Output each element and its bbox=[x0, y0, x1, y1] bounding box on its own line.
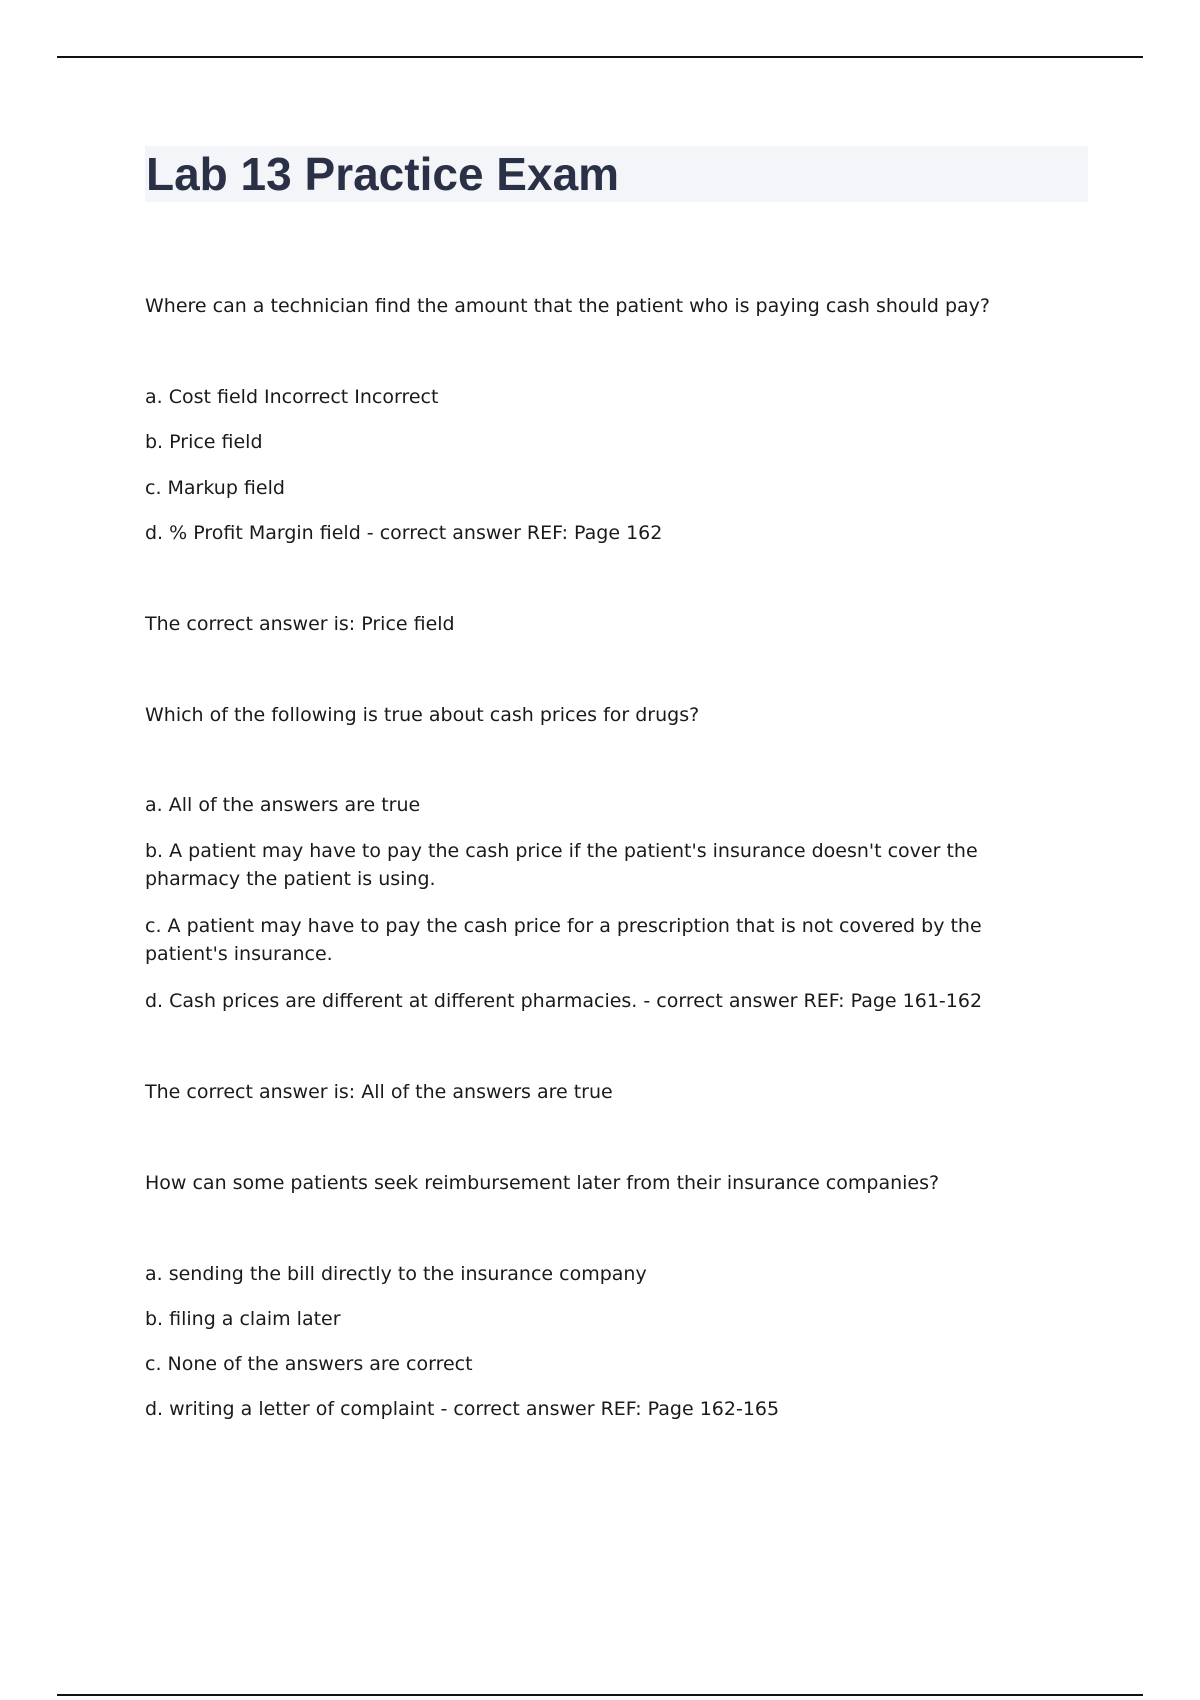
question-3-option-c: c. None of the answers are correct bbox=[145, 1353, 473, 1375]
question-2-option-b: b. A patient may have to pay the cash price if the patient's insurance doesn't cover the pharmacy the patient is using. bbox=[145, 840, 978, 890]
question-3-text: How can some patients seek reimbursement later from their insurance companies? bbox=[145, 1172, 940, 1194]
question-1-option-b: b. Price field bbox=[145, 431, 263, 453]
question-1-option-d: d. % Profit Margin field - correct answer REF: Page 162 bbox=[145, 522, 663, 544]
question-2-text: Which of the following is true about cash prices for drugs? bbox=[145, 704, 700, 726]
header-rule bbox=[57, 56, 1143, 58]
question-2-option-c: c. A patient may have to pay the cash price for a prescription that is not covered by the patient's insurance. bbox=[145, 915, 982, 965]
page-title: Lab 13 Practice Exam bbox=[146, 148, 620, 200]
question-2-answer: The correct answer is: All of the answers are true bbox=[145, 1081, 613, 1103]
question-1-option-a: a. Cost field Incorrect Incorrect bbox=[145, 386, 439, 408]
footer-rule bbox=[57, 1694, 1143, 1696]
question-1-text: Where can a technician find the amount that the patient who is paying cash should pay? bbox=[145, 295, 990, 317]
question-3-option-a: a. sending the bill directly to the insurance company bbox=[145, 1263, 647, 1285]
question-1-option-c: c. Markup field bbox=[145, 477, 285, 499]
question-3-option-d: d. writing a letter of complaint - correct answer REF: Page 162-165 bbox=[145, 1398, 780, 1420]
question-2-option-a: a. All of the answers are true bbox=[145, 794, 421, 816]
question-2-option-d: d. Cash prices are different at different pharmacies. - correct answer REF: Page 161-162 bbox=[145, 990, 983, 1012]
question-3-option-b: b. filing a claim later bbox=[145, 1308, 341, 1330]
question-1-answer: The correct answer is: Price field bbox=[145, 613, 455, 635]
